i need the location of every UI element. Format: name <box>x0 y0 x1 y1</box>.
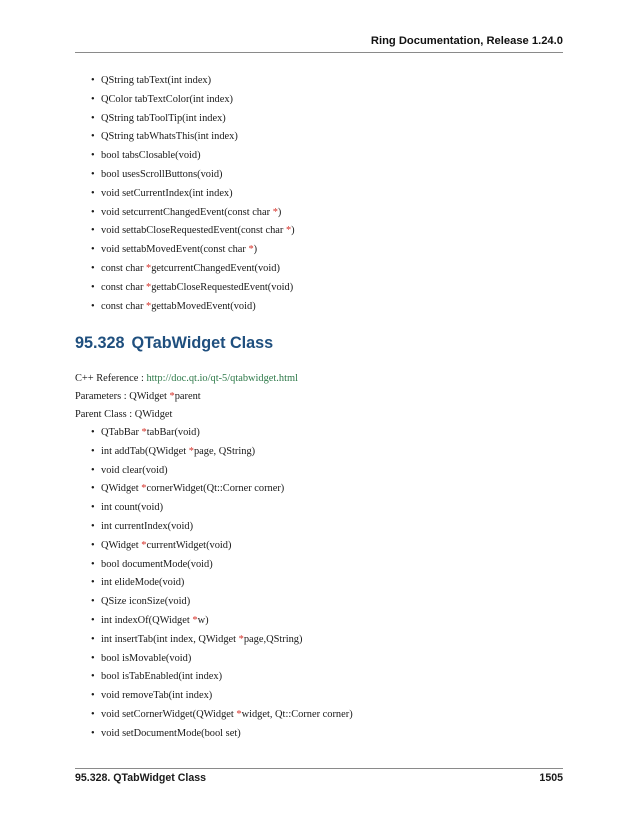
list-item: • void setCornerWidget(QWidget *widget, Qt::Corner corner) <box>91 708 353 720</box>
list-item: • int elideMode(void) <box>91 577 185 589</box>
page-number: 1505 <box>539 772 563 784</box>
list-item: • const char *gettabMovedEvent(void) <box>91 300 256 312</box>
bullet-glyph: • <box>91 75 95 86</box>
bullet-glyph: • <box>91 671 95 683</box>
list-item: • QString tabWhatsThis(int index) <box>91 131 238 143</box>
bullet-glyph: • <box>91 502 95 514</box>
method-list-qtabwidget <box>91 426 571 746</box>
list-item: • QString tabToolTip(int index) <box>91 112 226 124</box>
bullet-glyph: • <box>91 244 95 256</box>
bullet-glyph: • <box>91 596 95 608</box>
footer-rule <box>75 768 563 769</box>
bullet-glyph: • <box>91 150 95 162</box>
list-item: • bool tabsClosable(void) <box>91 150 201 162</box>
bullet-glyph: • <box>91 652 95 664</box>
footer-section-label: 95.328. QTabWidget Class <box>75 772 206 784</box>
list-item: • int indexOf(QWidget *w) <box>91 614 209 626</box>
bullet-glyph: • <box>91 262 95 274</box>
bullet-glyph: • <box>91 708 95 720</box>
bullet-glyph: • <box>91 633 95 645</box>
list-item: • void removeTab(int index) <box>91 690 213 702</box>
list-item: • int count(void) <box>91 502 164 514</box>
bullet-glyph: • <box>91 727 95 739</box>
parent-class-line: Parent Class : QWidget <box>75 409 173 420</box>
bullet-glyph: • <box>91 300 95 312</box>
section-heading <box>75 334 273 353</box>
bullet-glyph: • <box>91 520 95 532</box>
cpp-reference: C++ Reference : http://doc.qt.io/qt-5/qtabwidget.html <box>75 373 298 384</box>
section-title-text: QTabWidget Class <box>131 334 274 352</box>
bullet-glyph: • <box>91 93 95 105</box>
bullet-glyph: • <box>91 445 95 457</box>
list-item: • void setCurrentIndex(int index) <box>91 187 233 199</box>
section-number: 95.328 <box>75 334 125 352</box>
list-item: • QWidget *cornerWidget(Qt::Corner corner) <box>91 483 285 495</box>
list-item: • void setcurrentChangedEvent(const char *) <box>91 206 282 218</box>
bullet-glyph: • <box>91 558 95 570</box>
list-item: • QSize iconSize(void) <box>91 596 191 608</box>
list-item: • QString tabText(int index) <box>91 75 212 86</box>
list-item: • QTabBar *tabBar(void) <box>91 427 200 438</box>
list-item: • bool usesScrollButtons(void) <box>91 168 223 180</box>
list-item: • const char *getcurrentChangedEvent(void) <box>91 262 280 274</box>
list-item: • const char *gettabCloseRequestedEvent(void) <box>91 281 294 293</box>
bullet-glyph: • <box>91 614 95 626</box>
bullet-glyph: • <box>91 168 95 180</box>
method-list-qtabbar <box>91 74 571 318</box>
bullet-glyph: • <box>91 539 95 551</box>
bullet-glyph: • <box>91 427 95 438</box>
list-item: • void settabCloseRequestedEvent(const char *) <box>91 225 295 237</box>
list-item: • void settabMovedEvent(const char *) <box>91 244 258 256</box>
bullet-glyph: • <box>91 225 95 237</box>
parameters-line: Parameters : QWidget *parent <box>75 391 201 402</box>
bullet-glyph: • <box>91 187 95 199</box>
list-item: • int currentIndex(void) <box>91 520 194 532</box>
list-item: • bool isMovable(void) <box>91 652 192 664</box>
cpp-reference-link[interactable]: http://doc.qt.io/qt-5/qtabwidget.html <box>146 373 298 384</box>
bullet-glyph: • <box>91 281 95 293</box>
bullet-glyph: • <box>91 112 95 124</box>
list-item: • QWidget *currentWidget(void) <box>91 539 232 551</box>
list-item: • int insertTab(int index, QWidget *page,QString) <box>91 633 303 645</box>
list-item: • void setDocumentMode(bool set) <box>91 727 241 739</box>
header-rule <box>75 52 563 53</box>
bullet-glyph: • <box>91 464 95 476</box>
running-header: Ring Documentation, Release 1.24.0 <box>370 35 563 47</box>
list-item: • bool documentMode(void) <box>91 558 213 570</box>
bullet-glyph: • <box>91 131 95 143</box>
list-item: • bool isTabEnabled(int index) <box>91 671 223 683</box>
list-item: • int addTab(QWidget *page, QString) <box>91 445 256 457</box>
bullet-glyph: • <box>91 483 95 495</box>
bullet-glyph: • <box>91 690 95 702</box>
bullet-glyph: • <box>91 577 95 589</box>
list-item: • QColor tabTextColor(int index) <box>91 93 234 105</box>
bullet-glyph: • <box>91 206 95 218</box>
list-item: • void clear(void) <box>91 464 168 476</box>
